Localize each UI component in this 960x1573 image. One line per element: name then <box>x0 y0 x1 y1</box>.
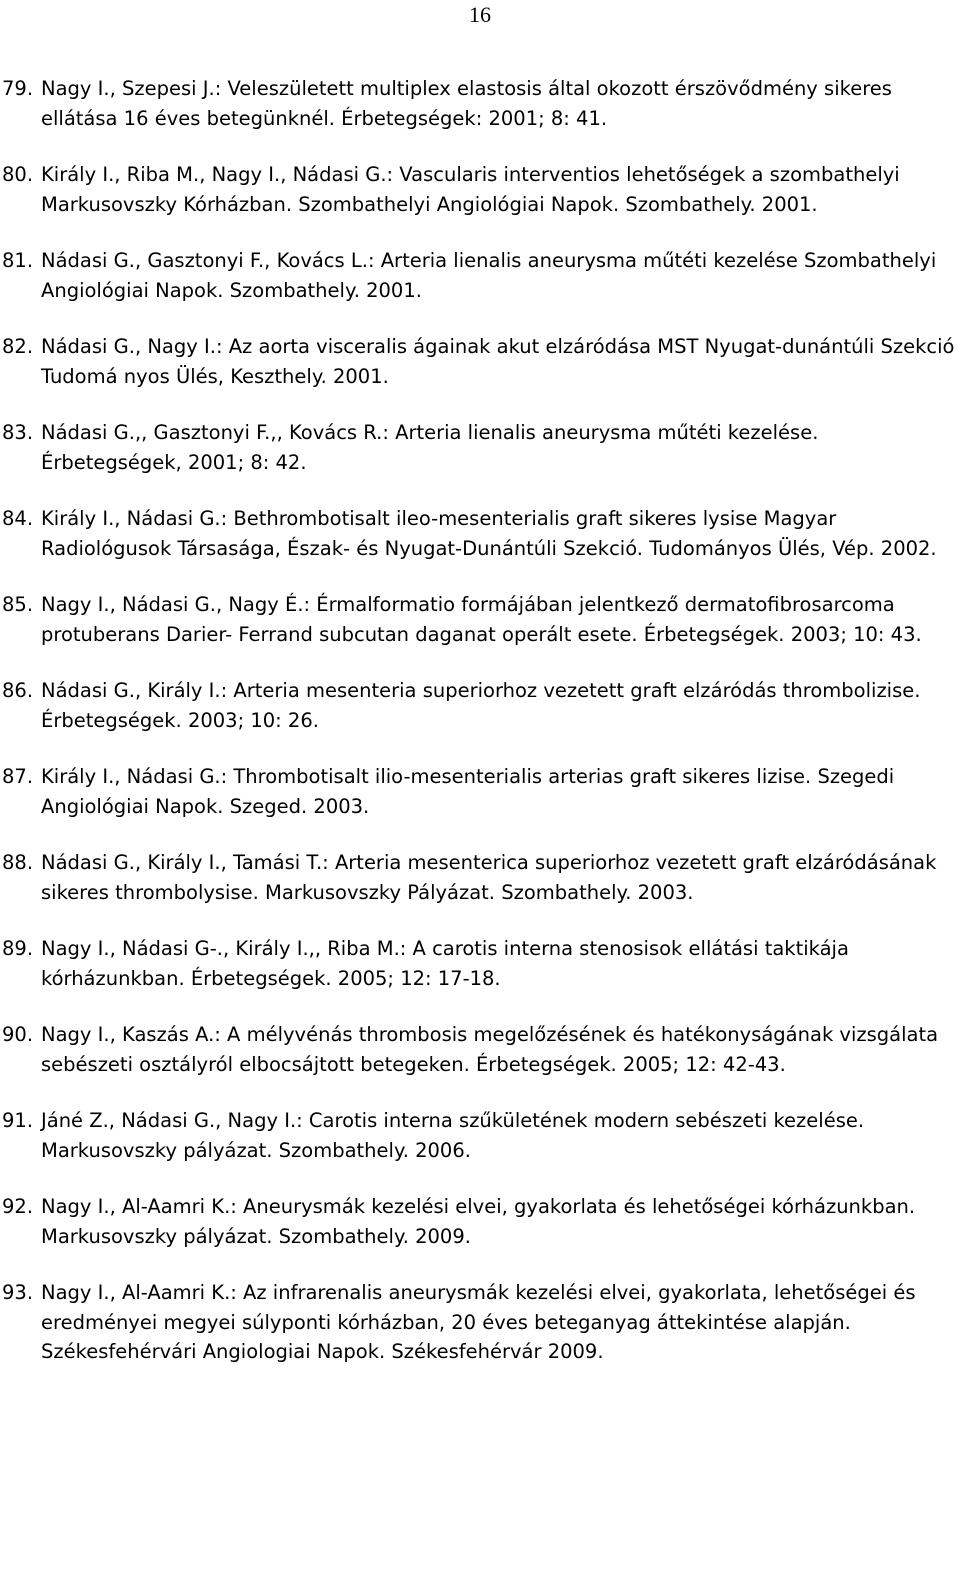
reference-text: Nagy I., Al-Aamri K.: Az infrarenalis aneurysmák kezelési elvei, gyakorlata, lehetőségei és eredményei megyei súlyponti kórházban, 20 éves beteganyag áttekintése alapján. Székesfehérvári Angiologiai Napok. Székesfehérvár 2009. <box>41 1281 916 1363</box>
reference-text: Nagy I., Szepesi J.: Veleszületett multiplex elastosis által okozott érszövődmény sikeres ellátása 16 éves betegünknél. Érbetegségek: 2001; 8: 41. <box>41 77 892 130</box>
reference-item <box>0 1278 960 1367</box>
reference-item <box>0 590 960 649</box>
reference-number: 85. <box>2 593 34 616</box>
reference-item <box>0 848 960 907</box>
reference-text: Nagy I., Nádasi G-., Király I.,, Riba M.: A carotis interna stenosisok ellátási taktikája kórházunkban. Érbetegségek. 2005; 12: 17-18. <box>41 937 849 990</box>
reference-item <box>0 504 960 563</box>
reference-number: 88. <box>2 851 34 874</box>
reference-number: 80. <box>2 163 34 186</box>
reference-number: 89. <box>2 937 34 960</box>
reference-number: 93. <box>2 1281 34 1304</box>
reference-number: 91. <box>2 1109 34 1132</box>
reference-item <box>0 676 960 735</box>
reference-text: Király I., Nádasi G.: Thrombotisalt ilio-mesenterialis arterias graft sikeres lizise. Szegedi Angiológiai Napok. Szeged. 2003. <box>41 765 895 818</box>
reference-item <box>0 246 960 305</box>
reference-text: Nádasi G., Nagy I.: Az aorta visceralis ágainak akut elzáródása MST Nyugat-dunántúli Szekció Tudomá nyos Ülés, Keszthely. 2001. <box>41 335 955 388</box>
reference-text: Nádasi G., Király I.: Arteria mesenteria superiorhoz vezetett graft elzáródás thrombolizise. Érbetegségek. 2003; 10: 26. <box>41 679 921 732</box>
reference-item <box>0 762 960 821</box>
reference-number: 87. <box>2 765 34 788</box>
reference-number: 84. <box>2 507 34 530</box>
reference-text: Nádasi G., Király I., Tamási T.: Arteria mesenterica superiorhoz vezetett graft elzáródásának sikeres thrombolysise. Markusovszky Pályázat. Szombathely. 2003. <box>41 851 937 904</box>
reference-item <box>0 74 960 133</box>
reference-number: 79. <box>2 77 34 100</box>
reference-item <box>0 934 960 993</box>
reference-text: Nádasi G.,, Gasztonyi F.,, Kovács R.: Arteria lienalis aneurysma műtéti kezelése. Érbetegségek, 2001; 8: 42. <box>41 421 819 474</box>
reference-number: 90. <box>2 1023 34 1046</box>
reference-item <box>0 1192 960 1251</box>
reference-list <box>0 74 960 1394</box>
reference-item <box>0 1020 960 1079</box>
reference-number: 82. <box>2 335 34 358</box>
reference-item <box>0 418 960 477</box>
reference-number: 86. <box>2 679 34 702</box>
reference-number: 81. <box>2 249 34 272</box>
page-number: 16 <box>469 2 491 27</box>
reference-text: Király I., Nádasi G.: Bethrombotisalt ileo-mesenterialis graft sikeres lysise Magyar Radiológusok Társasága, Észak- és Nyugat-Dunántúli Szekció. Tudományos Ülés, Vép. 2002. <box>41 507 937 560</box>
reference-item <box>0 1106 960 1165</box>
reference-text: Nagy I., Nádasi G., Nagy É.: Érmalformatio formájában jelentkező dermatofibrosarcoma protuberans Darier- Ferrand subcutan daganat operált esete. Érbetegségek. 2003; 10: 43. <box>41 593 922 646</box>
reference-number: 92. <box>2 1195 34 1218</box>
reference-text: Nagy I., Kaszás A.: A mélyvénás thrombosis megelőzésének és hatékonyságának vizsgálata sebészeti osztályról elbocsájtott betegeken. Érbetegségek. 2005; 12: 42-43. <box>41 1023 939 1076</box>
reference-item <box>0 160 960 219</box>
reference-text: Nádasi G., Gasztonyi F., Kovács L.: Arteria lienalis aneurysma műtéti kezelése Szombathelyi Angiológiai Napok. Szombathely. 2001. <box>41 249 937 302</box>
reference-text: Király I., Riba M., Nagy I., Nádasi G.: Vascularis interventios lehetőségek a szombathelyi Markusovszky Kórházban. Szombathelyi Angiológiai Napok. Szombathely. 2001. <box>41 163 900 216</box>
reference-item <box>0 332 960 391</box>
reference-number: 83. <box>2 421 34 444</box>
reference-text: Nagy I., Al-Aamri K.: Aneurysmák kezelési elvei, gyakorlata és lehetőségei kórházunkban. Markusovszky pályázat. Szombathely. 2009. <box>41 1195 916 1248</box>
reference-text: Jáné Z., Nádasi G., Nagy I.: Carotis interna szűkületének modern sebészeti kezelése. Markusovszky pályázat. Szombathely. 2006. <box>41 1109 865 1162</box>
